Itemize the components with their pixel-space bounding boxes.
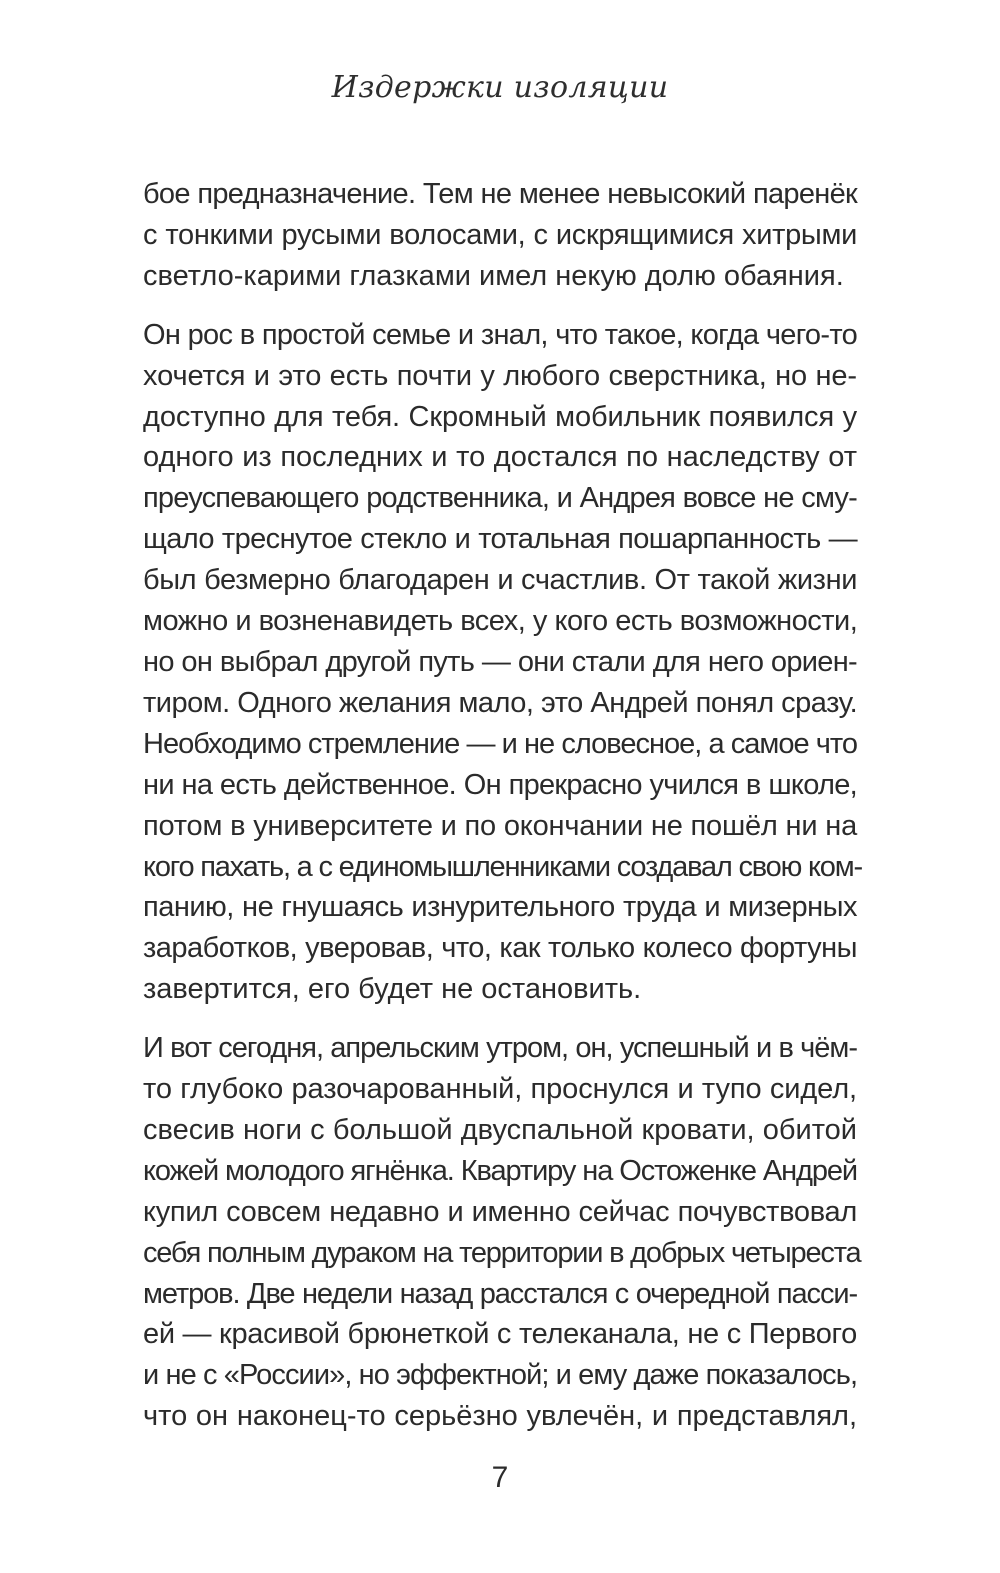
- text-line: ей — красивой брюнеткой с телеканала, не с Первого: [143, 1318, 857, 1351]
- text-line: но он выбрал другой путь — они стали для него ориен-: [143, 645, 857, 678]
- text-line: одного из последних и то достался по наследству от: [143, 441, 857, 474]
- text-line: тиром. Одного желания мало, это Андрей понял сразу.: [143, 686, 858, 719]
- paragraph-1: [143, 174, 857, 297]
- text-line: завертится, его будет не остановить.: [143, 973, 642, 1006]
- paragraph-2: [143, 315, 862, 1010]
- text-line: Необходимо стремление — и не словесное, а самое что: [143, 727, 857, 760]
- text-line: бое предназначение. Тем не менее невысокий паренёк: [143, 178, 857, 210]
- text-line: И вот сегодня, апрельским утром, он, успешный и в чём-: [143, 1032, 857, 1065]
- page-number: 7: [491, 1461, 509, 1494]
- text-line: заработков, уверовав, что, как только колесо фортуны: [143, 932, 857, 965]
- text-line: кого пахать, а с единомышленниками создавал свою ком-: [143, 850, 862, 883]
- text-line: хочется и это есть почти у любого сверстника, но не-: [143, 359, 857, 392]
- text-line: что он наконец-то серьёзно увлечён, и представлял,: [143, 1400, 857, 1433]
- text-line: доступно для тебя. Скромный мобильник появился у: [143, 400, 857, 433]
- text-line: преуспевающего родственника, и Андрея вовсе не сму-: [143, 482, 857, 515]
- running-head: Издержки изоляции: [331, 70, 669, 105]
- text-line: себя полным дураком на территории в добрых четыреста: [143, 1236, 861, 1269]
- text-line: метров. Две недели назад расстался с очередной пасси-: [143, 1277, 857, 1310]
- text-line: ни на есть действенное. Он прекрасно учился в школе,: [143, 768, 857, 801]
- paragraph-3: [143, 1028, 861, 1437]
- text-line: щало треснутое стекло и тотальная пошарпанность —: [143, 523, 857, 556]
- text-line: панию, не гнушаясь изнурительного труда и мизерных: [143, 891, 857, 924]
- text-line: с тонкими русыми волосами, с искрящимися хитрыми: [143, 218, 857, 251]
- text-line: и не с «России», но эффектной; и ему даже показалось,: [143, 1359, 858, 1392]
- text-line: то глубоко разочарованный, проснулся и тупо сидел,: [143, 1073, 857, 1106]
- text-line: потом в университете и по окончании не пошёл ни на: [143, 809, 857, 842]
- body-text: [143, 174, 862, 1437]
- text-line: Он рос в простой семье и знал, что такое, когда чего-то: [143, 318, 857, 351]
- text-line: можно и возненавидеть всех, у кого есть возможности,: [143, 605, 858, 638]
- text-line: светло-карими глазками имел некую долю обаяния.: [143, 259, 844, 292]
- text-line: был безмерно благодарен и счастлив. От такой жизни: [143, 564, 857, 597]
- text-line: кожей молодого ягнёнка. Квартиру на Остоженке Андрей: [143, 1154, 857, 1187]
- text-line: купил совсем недавно и именно сейчас почувствовал: [143, 1195, 857, 1228]
- text-line: свесив ноги с большой двуспальной кровати, обитой: [143, 1113, 857, 1146]
